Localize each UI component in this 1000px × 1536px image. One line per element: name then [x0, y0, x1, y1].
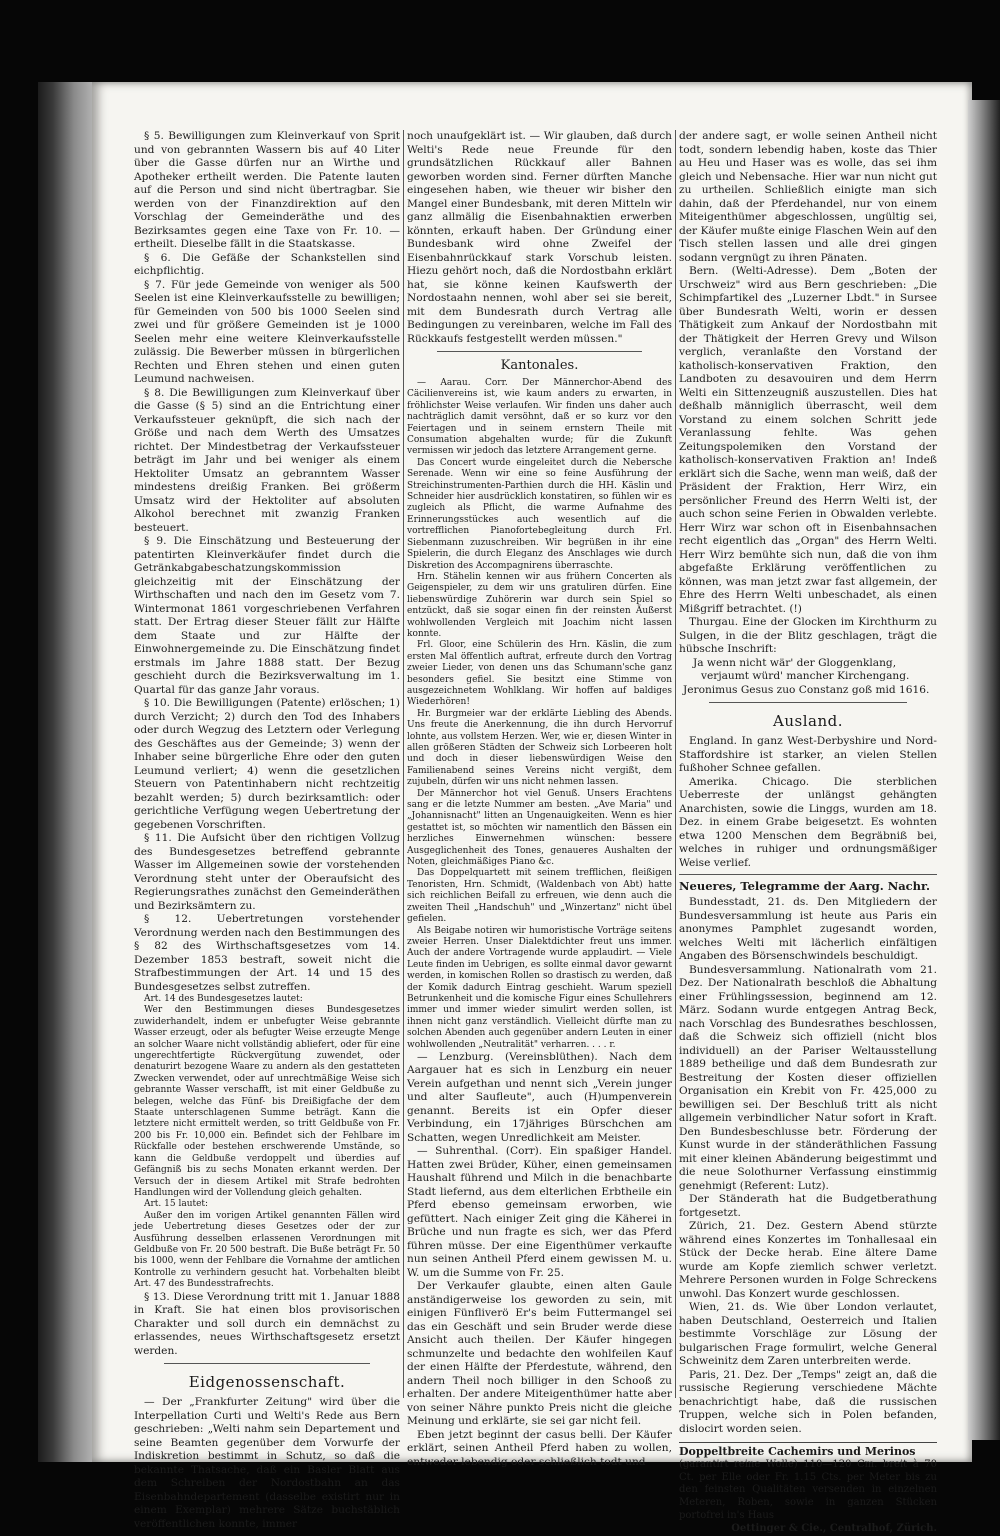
- book-spine: [38, 82, 98, 1462]
- paragraph: Bundesstadt, 21. ds. Den Mitgliedern der Bundesversammlung ist heute aus Paris ein anonymes Pamphlet zugesandt worden, welches Welti mit lächerlich einfältigen Angaben des Börsenschwindels beschuldigt.: [679, 896, 937, 962]
- small-paragraph: — Aarau. Corr. Der Männerchor-Abend des Cäcilienvereins ist, wie kaum anders zu erwarten, in fröhlichster Weise verlaufen. Wir finden uns daher auch nachträglich damit versöhnt, daß er so kurz vor den Feiertagen und in seinem ernstern Theile mit Consumation abgehalten wurde; für die Zukunft vermissen wir jedoch das letztere Arrangement gerne.: [407, 378, 672, 457]
- divider: [709, 702, 907, 703]
- paragraph: Zürich, 21. Dez. Gestern Abend stürzte während eines Konzertes im Tonhallesaal ein Stück der Decke herab. Eine ältere Dame wurde am Kopfe ziemlich schwer verletzt. Mehrere Personen wurden in Folge Schreckens unwohl. Das Konzert wurde geschlossen.: [679, 1220, 937, 1300]
- ad-body: (garantirt reine Wolle) 110—120 Cm. breit à 70 Ct. per Elle oder Fr. 1.15 Cts. per Meter bis zu den feinsten Qualitäten versenden in einzelnen Meteren, Roben, sowie in ganzen Stücken portofrei in's Haus: [679, 1458, 937, 1521]
- paragraph: Paris, 21. Dez. Der „Temps" zeigt an, daß die russische Regierung verschiedene Mächte benachrichtigt habe, daß die russischen Truppen, welche sich in Polen befanden, dislocirt worden seien.: [679, 1368, 937, 1435]
- column-3: [679, 130, 937, 1534]
- paragraph: Thurgau. Eine der Glocken im Kirchthurm zu Sulgen, in die der Blitz geschlagen, trägt die hübsche Inschrift:: [679, 616, 937, 655]
- small-paragraph: Frl. Gloor, eine Schülerin des Hrn. Käslin, die zum ersten Mal öffentlich auftrat, erfreute durch den Vortrag zweier Lieder, von denen uns das Schumann'sche ganz besonders gefiel. Sie besitzt eine Stimme von ausgezeichnetem Wohlklang. Wir hoffen auf baldiges Wiederhören!: [407, 640, 672, 708]
- paragraph: § 11. Die Aufsicht über den richtigen Vollzug des Bundesgesetzes betreffend gebrannte Wasser im Allgemeinen sowie der vorstehenden Verordnung steht unter der Oberaufsicht des Regierungsrathes zunächst den Gemeinderäthen und Bezirksämtern zu.: [134, 832, 400, 912]
- paragraph: § 9. Die Einschätzung und Besteuerung der patentirten Kleinverkäufer findet durch die Getränkabgabeschatzungskommission gleichzeitig mit der Einschätzung der Wirthschaften und nach den im Gesetz vom 7. Wintermonat 1861 vorgeschriebenen Verfahren statt. Der Ertrag dieser Steuer fällt zur Hälfte dem Staate und zur Hälfte der Einwohnergemeinde zu. Die Einschätzung findet erstmals im Jahre 1888 statt. Der Bezug geschieht durch die Bezirksverwaltung im 1. Quartal für das ganze Jahr voraus.: [134, 535, 400, 696]
- paragraph: — Lenzburg. (Vereinsblüthen). Nach dem Aargauer hat es sich in Lenzburg ein neuer Verein aufgethan und nennt sich „Verein junger und alter Saufleute", auch (H)umpenverein genannt. Bereits ist ein Opfer dieser Verbindung, ein 17jähriges Bürschchen am Schatten, wegen Unredlichkeit am Meister.: [407, 1050, 672, 1144]
- section-title-kantonales: Kantonales.: [500, 358, 579, 373]
- paragraph: der andere sagt, er wolle seinen Antheil nicht todt, sondern lebendig haben, koste das Thier au Heu und Haser was es wolle, das sei ihm gleich und Nebensache. Hier war nun nicht gut zu urtheilen. Schließlich einigte man sich dahin, daß der Pferdehandel, nur von einem Miteigenthümer abgeschlossen, ungültig sei, der Käufer mußte einige Flaschen Wein auf den Tisch stellen lassen und alle drei gingen sodann vergnügt zu ihren Pänaten.: [679, 130, 937, 264]
- paragraph: Der Verkaufer glaubte, einen alten Gaule anständigerweise los geworden zu sein, mit einigen Fünfliverö Er's beim Futtermangel sei das ein Geschäft und sein Bruder werde diese Ansicht auch theilen. Der Käufer hingegen schmunzelte und bedachte den wohlfeilen Kauf der einen Hälfte der Pferdestute, während, den andern Theil noch billiger in den Schooß zu erhalten. Der andere Miteigenthümer hatte aber von seiner Nähre punkto Preis nicht die gleiche Meinung und erklärte, sie sei gar nicht feil.: [407, 1280, 672, 1428]
- small-paragraph: Hrn. Stähelin kennen wir aus frühern Concerten als Geigenspieler, zu dem wir uns gratuliren dürfen. Eine liebenswürdige Zuhörerin war durch sein Spiel so entzückt, daß sie sogar einen fin der reinsten Äußerst wohlwollenden Vergleich mit Joachim nicht lassen konnte.: [407, 571, 672, 639]
- ad-headline: Doppeltbreite Cachemirs und Merinos: [679, 1445, 916, 1458]
- section-title-neueres: Neueres, Telegramme der Aarg. Nachr.: [679, 874, 937, 894]
- small-paragraph: Das Doppelquartett mit seinem trefflichen, fleißigen Tenoristen, Hrn. Schmidt, (Waldenbach von Abt) hatte sich reichlichen Beifall zu erfreuen, wie denn auch die zweiten Theil „Handschuh" und „Winzertanz" nicht übel gefielen.: [407, 868, 672, 925]
- divider: [164, 1363, 370, 1364]
- paragraph: § 7. Für jede Gemeinde von weniger als 500 Seelen ist eine Kleinverkaufsstelle zu bewilligen; für Gemeinden von 500 bis 1000 Seelen sind zwei und für größere Gemeinden ist je 1000 Seelen mehr eine weitere Kleinverkaufsstelle zulässig. Die Bewerber müssen in bürgerlichen Rechten und Ehren stehen und einen guten Leumund nachweisen.: [134, 278, 400, 385]
- page-edge: [968, 100, 1000, 1440]
- inscription-line: Ja wenn nicht wär' der Gloggenklang,: [693, 656, 897, 669]
- paragraph: England. In ganz West-Derbyshire und Nord-Staffordshire ist starker, an vielen Stellen fußhoher Schnee gefallen.: [679, 735, 937, 774]
- small-paragraph: Art. 14 des Bundesgesetzes lautet:: [144, 994, 303, 1004]
- paragraph: Wien, 21. ds. Wie über London verlautet, haben Deutschland, Oesterreich und Italien bestimmte Vorschläge zur Lösung der bulgarischen Frage formulirt, welche General Schweinitz dem Zaren unterbreiten werde.: [679, 1301, 937, 1367]
- paragraph: Amerika. Chicago. Die sterblichen Ueberreste der unlängst gehängten Anarchisten, sowie die Linggs, wurden am 18. Dez. in einem Grabe beigesetzt. Es wohnten etwa 1200 Menschen dem Begräbniß bei, welches in ruhiger und ordnungsmäßiger Weise verlief.: [679, 775, 937, 869]
- paragraph: — Der „Frankfurter Zeitung" wird über die Interpellation Curti und Welti's Rede aus Bern geschrieben: „Welti nahm sein Departement und seine Beamten gegenüber dem Vorwurfe der Indiskretion bestimmt in Schutz, so daß die bekannte Thatsache, daß ein Basler Blatt aus dem Schreiben der Nordostbahn an das Eisenbahndepartement (dasselbe existirt nur in einem Exemplar) mehrere Sätze buchstäblich veröffentlichen konnte, immer: [134, 1396, 400, 1530]
- column-1: [134, 130, 400, 1530]
- paragraph: noch unaufgeklärt ist. — Wir glauben, daß durch Welti's Rede neue Freunde für den grundsätzlichen Rückkauf aller Bahnen geworben worden sind. Ferner dürften Manche eingesehen haben, wie theuer wir bisher den Mangel einer Bundesbank, mit deren Mitteln wir ganz allmälig die Eisenbahnaktien erwerben könnten, erkauft haben. Der Gründung einer Bundesbank wird ohne Zweifel der Eisenbahnrückkauf stark Vorschub leisten. Hiezu gehört noch, daß die Nordostbahn erklärt hat, sie könne keinen Kaufswerth der Nordostaahn nennen, wohl aber sei sie bereit, mit dem Bundesrath durch Vertrag alle Bedingungen zu vereinbaren, welche im Fall des Rückkaufs festgestellt werden müssen.": [407, 130, 672, 345]
- divider: [437, 351, 642, 352]
- advertisement: [679, 1442, 937, 1536]
- column-2: [407, 130, 672, 1468]
- paragraph: § 5. Bewilligungen zum Kleinverkauf von Sprit und von gebrannten Wassern bis auf 40 Liter über die Gasse dürfen nur an Wirthe und Apotheker ertheilt werden. Die Patente lauten auf die Person und sind nicht übertragbar. Sie werden von der Finanzdirektion auf den Vorschlag der Gemeinderäthe und des Bezirksamtes gegen eine Taxe von Fr. 10. — ertheilt. Dieselbe fällt in die Staatskasse.: [134, 130, 400, 250]
- column-rule: [675, 130, 676, 1398]
- small-paragraph: Hr. Burgmeier war der erklärte Liebling des Abends. Uns freute die Anerkennung, die ihn durch Hervorruf lohnte, aus vollstem Herzen. Wer, wie er, diesen Winter in allen größeren Städten der Schweiz sich Lorbeeren holt und doch in dieser liebenswürdigen Weise den Familienabend seines Vereins nicht vergißt, dem zujubeln, dürfen wir uns nicht nehmen lassen.: [407, 708, 672, 788]
- small-paragraph: Der Männerchor hot viel Genuß. Unsers Erachtens sang er die letzte Nummer am besten. „Ave Maria" und „Johannisnacht" litten an Ungenauigkeiten. Wenn es hier gestattet ist, so möchten wir namentlich den Bässen ein herzliches Einwernehmen wünschen: bessere Ausgeglichenheit des Tones, genaueres Aushalten der Noten, gleichmäßiges Piano &c.: [407, 788, 672, 868]
- paragraph: § 6. Die Gefäße der Schankstellen sind eichpflichtig.: [134, 251, 400, 277]
- paragraph: — Suhrenthal. (Corr). Ein spaßiger Handel. Hatten zwei Brüder, Küher, einen gemeinsamen Haushalt führend und Milch in die benachbarte Stadt liefernd, aus dem elterlichen Erbtheile ein Pferd ebenso gemeinsam erworben, wie gefüttert. Nach einiger Zeit ging die Käherei in Brüche und nun fragte es sich, wer das Pferd führen müsse. Der eine Eigenthümer verkaufte nun seinen Antheil Pferd einem gewissen M. u. W. um die Summe von Fr. 25.: [407, 1145, 672, 1279]
- paragraph: Bundesversammlung. Nationalrath vom 21. Dez. Der Nationalrath beschloß die Abhaltung einer Frühlingssession, beginnend am 12. März. Sodann wurde entgegen Antrag Beck, nach Vorschlag des Bundesrathes beschlossen, daß die Schweiz sich offiziell (nicht blos individuell) an der Pariser Weltausstellung 1889 betheilige und daß dem Bundesrath zur Bestreitung der Kosten dieser offiziellen Organisation ein Krebit von Fr. 425,000 zu bewilligen sei. Der Beschluß tritt als nicht allgemein verbindlicher Natur sofort in Kraft. Den Bundesbeschlusse betr. Förderung der Kunst wurde in der ständeräthlichen Fassung mit einer kleinen Abänderung beigestimmt und die neue Solothurner Verfassung einstimmig genehmigt (Referent: Lutz).: [679, 963, 937, 1192]
- paragraph: § 13. Diese Verordnung tritt mit 1. Januar 1888 in Kraft. Sie hat einen blos provisorischen Charakter und soll durch ein demnächst zu erlassendes, neues Wirthschaftsgesetz ersetzt werden.: [134, 1290, 400, 1357]
- small-paragraph: Das Concert wurde eingeleitet durch die Nebersche Serenade. Wenn wir eine so feine Ausführung der Streichinstrumenten-Parthien durch die HH. Käslin und Schneider hier ausdrücklich konstatiren, so fühlen wir es zugleich als Pflicht, die warme Aufnahme des Erinnerungsstückes auch wesentlich auf die vortrefflichen Pianofortebegleitung durch Frl. Siebenmann zuzuschreiben. Wir begrüßen in ihr eine Spielerin, die durch Eleganz des Anschlages wie durch Diskretion des Accompagnirens überraschte.: [407, 457, 672, 571]
- ad-firm: Oettinger & Cie., Centralhof, Zürich.: [731, 1522, 937, 1534]
- paragraph: Der Ständerath hat die Budgetberathung fortgesetzt.: [679, 1193, 937, 1219]
- inscription-line: Jeronimus Gesus zuo Constanz goß mid 1616.: [683, 683, 930, 696]
- section-title-ausland: Ausland.: [773, 712, 843, 730]
- paragraph: § 8. Die Bewilligungen zum Kleinverkauf über die Gasse (§ 5) sind an die Entrichtung einer Verkaufssteuer geknüpft, die sich nach der Größe und nach dem Werth des Umsatzes richtet. Der Mindestbetrag der Verkaufssteuer beträgt im Jahr und bei weniger als einem Hektoliter Umsatz an gebranntem Wasser mindestens dreißig Franken. Bei größerm Umsatz wird der Hektoliter auf absoluten Alkohol berechnet mit zwanzig Franken besteuert.: [134, 386, 400, 534]
- small-paragraph: Als Beigabe notiren wir humoristische Vorträge seitens zweier Herren. Unser Dialektdichter freut uns immer. Auch der andere Vortragende wurde applaudirt. — Viele Leute finden im Uebrigen, es sollte einmal davor gewarnt werden, in komischen Rollen so drastisch zu werden, daß der Komik dadurch Eintrag geschieht. Warum speziell Betrunkenheit und die komische Figur eines Schullehrers immer und immer wieder simulirt werden sollen, ist ihnen nicht ganz verständlich. Vielleicht dürfte man zu solchen Abenden auch gegenüber andern Leuten in einer wohlwollenden „Neutralität" verharren. . . . r.: [407, 925, 672, 1050]
- paragraph: § 12. Uebertretungen vorstehender Verordnung werden nach den Bestimmungen des § 82 des Wirthschaftsgesetzes vom 14. Dezember 1853 bestraft, soweit nicht die Strafbestimmungen der Art. 14 und 15 des Bundesgesetzes selbst zutreffen.: [134, 913, 400, 993]
- inscription-line: verjaumt würd' mancher Kirchengang.: [701, 670, 910, 682]
- small-paragraph: Außer den im vorigen Artikel genannten Fällen wird jede Uebertretung dieses Gesetzes oder der zur Ausführung desselben erlassenen Verordnungen mit Geldbuße von Fr. 20 500 bestraft. Die Buße beträgt Fr. 50 bis 1000, wenn der Fehlbare die Vornahme der amtlichen Kontrolle zu verhindern gesucht hat. Vorbehalten bleibt Art. 47 des Bundesstrafrechts.: [134, 1210, 400, 1290]
- section-title-eidgenossenschaft: Eidgenossenschaft.: [188, 1373, 346, 1392]
- small-paragraph: Art. 15 lautet:: [144, 1199, 209, 1210]
- paragraph: Bern. (Welti-Adresse). Dem „Boten der Urschweiz" wird aus Bern geschrieben: „Die Schimpfartikel des „Luzerner Lbdt." in Sursee über Bundesrath Welti, worin er dessen Thätigkeit zum Ankauf der Nordostbahn mit der Thätigkeit der Herren Grevy und Wilson verglich, veranlaßte den Vorstand der katholisch-konservativen Fraktion, den Landboten zu desavouiren und dem Herrn Welti ein Sittenzeugniß auszustellen. Dies hat deßhalb männiglich überrascht, weil dem Vorstand zu einem solchen Schritt jede Veranlassung fehlte. Was gehen Zeitungspolemiken den Vorstand der katholisch-konservativen Fraktion an! Indeß erklärt sich die Sache, wenn man weiß, daß der Präsident der Fraktion, Herr Wirz, ein persönlicher Freund des Herrn Welti ist, der auch schon seine Ferien in Obwalden verlebte. Herr Wirz war schon oft in Eisenbahnsachen recht eigentlich das „Organ" des Herrn Welti. Herr Wirz bemühte sich nun, daß die von ihm abgefaßte Erklärung veröffentlichen zu können, was man jetzt zwar fast allgemein, der Ehre des Herrn Welti unbeschadet, als einen Mißgriff betrachtet. (!): [679, 265, 937, 615]
- column-rule: [403, 130, 404, 1398]
- small-paragraph: Wer den Bestimmungen dieses Bundesgesetzes zuwiderhandelt, indem er unbefugter Weise gebrannte Wasser erzeugt, oder als befugter Weise erzeugte Menge an solcher Waare nicht vollständig abliefert, oder für eine ungerechtfertigte Rückvergütung zuwendet, oder denaturirt bezogene Waare zu andern als den gestatteten Zwecken verwendet, oder auf unrechtmäßige Weise sich gebrannte Wasser verschafft, ist mit einer Geldbuße zu belegen, welche das Fünf- bis Dreißigfache der dem Staate unterschlagenen Summe beträgt. Kann die letztere nicht ermittelt werden, so tritt Geldbuße von Fr. 200 bis Fr. 10,000 ein. Befindet sich der Fehlbare im Rückfalle oder bestehen erschwerende Umstände, so kann die Geldbuße verdoppelt und überdies auf Gefängniß bis zu sechs Monaten erkannt werden. Der Versuch der in diesem Artikel mit Strafe bedrohten Handlungen wird der Vollendung gleich gehalten.: [134, 1005, 400, 1198]
- paragraph: Eben jetzt beginnt der casus belli. Der Käufer erklärt, seinen Antheil Pferd haben zu wollen, entweder lebendig oder schließlich todt und: [407, 1428, 672, 1468]
- paragraph: § 10. Die Bewilligungen (Patente) erlöschen; 1) durch Verzicht; 2) durch den Tod des Inhabers oder durch Wegzug des Letztern oder Verlegung des Geschäftes aus der Gemeinde; 3) wenn der Inhaber seine bürgerliche Ehre oder den guten Leumund verliert; 4) wenn die gesetzlichen Steuern von Patentinhabern nicht rechtzeitig bezahlt werden; 5) durch bezirksamtlich: oder gerichtliche Verfügung wegen Uebertretung der gegebenen Vorschriften.: [134, 697, 400, 831]
